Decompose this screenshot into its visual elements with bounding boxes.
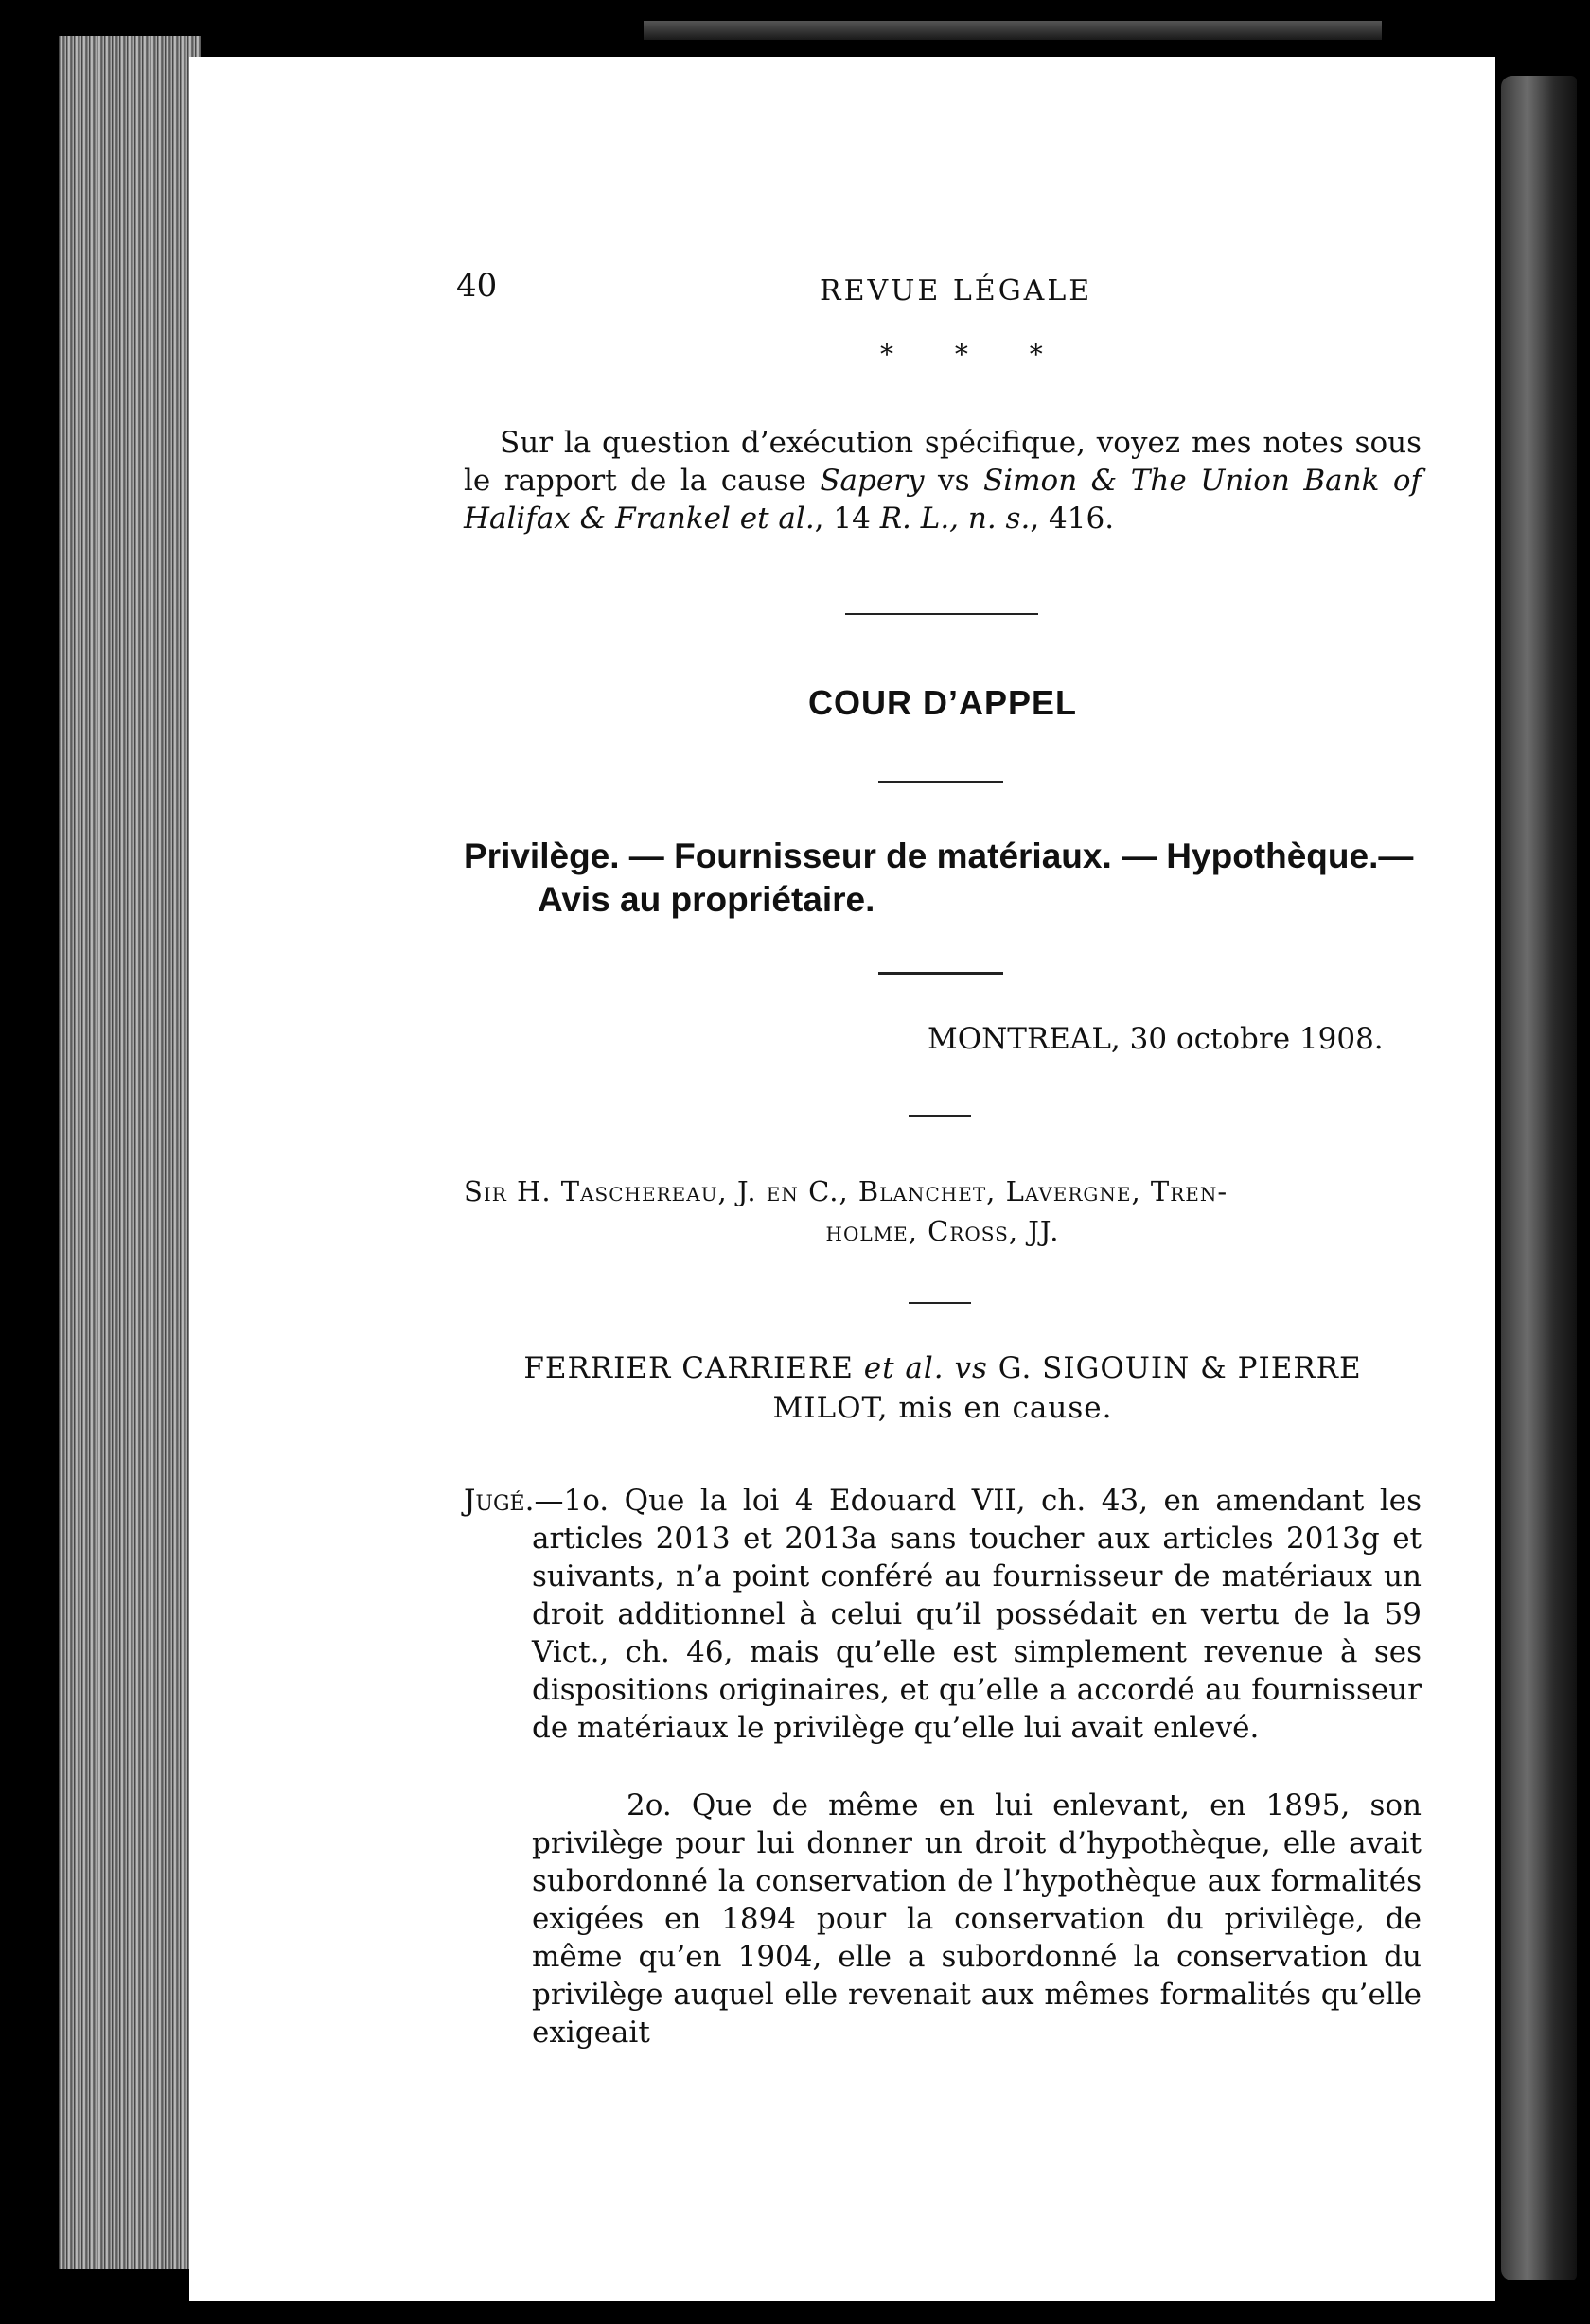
page-edges [59, 36, 201, 2269]
judges [464, 1171, 1422, 1251]
heading-rule [878, 781, 1003, 783]
parties-line-2: MILOT, mis en cause. [772, 1391, 1113, 1425]
section-divider [845, 613, 1038, 615]
subject-line-2: Avis au propriétaire. [538, 880, 875, 919]
holding-point-1: Jugé.—1o. Que la loi 4 Edouard VII, ch. 43, en amendant les articles 2013 et 2013a sans toucher aux articles 2013g et suivants, n’a point conféré au fournisseur de matériaux un droit additionnel à celui qu’il possédait en vertu de la 59 Vict., ch. 46, mais qu’elle est simplement revenue à ses dispositions originaires, et qu’elle a accordé au fournisseur de matériaux le privilège qu’elle lui avait enlevé. [464, 1484, 1422, 1745]
holding-point-2: 2o. Que de même en lui enlevant, en 1895, son privilège pour lui donner un droit d’hypothèque, elle avait subordonné la conservation de l’hypothèque aux formalités exigées en 1894 pour la conservation du privilège, de même qu’en 1904, elle a subordonné la conservation du privilège auquel elle revenait aux mêmes formalités qu’elle exigeait [532, 1788, 1422, 2050]
running-head: REVUE LÉGALE [820, 274, 1093, 308]
judges-line-2: holme, Cross, JJ. [825, 1215, 1060, 1247]
subject-line-1: Privilège. — Fournisseur de matériaux. — Hypothèque.— [464, 836, 1414, 875]
page-number: 40 [456, 267, 498, 305]
book-top-edge [644, 21, 1382, 40]
date-rule [909, 1115, 971, 1117]
parties [464, 1348, 1422, 1428]
judges-line-1: Sir H. Taschereau, J. en C., Blanchet, Lavergne, Tren- [464, 1175, 1228, 1207]
editor-note: Sur la question d’exécution spécifique, voyez mes notes sous le rapport de la cause Sapery vs Simon & The Union Bank of Halifax & Frankel et al., 14 R. L., n. s., 416. [464, 426, 1422, 536]
book-right-edge [1501, 76, 1577, 2280]
judges-rule [909, 1302, 971, 1304]
court-heading: COUR D’APPEL [807, 683, 1078, 722]
parties-line-1: FERRIER CARRIERE et al. vs G. SIGOUIN & PIERRE [523, 1351, 1362, 1385]
ornament-stars: * * * [880, 339, 1069, 370]
holding-label: Jugé. [464, 1484, 535, 1518]
dateline: MONTREAL, 30 octobre 1908. [928, 1022, 1384, 1056]
subject-headnote [464, 835, 1422, 922]
subject-rule [878, 972, 1003, 975]
